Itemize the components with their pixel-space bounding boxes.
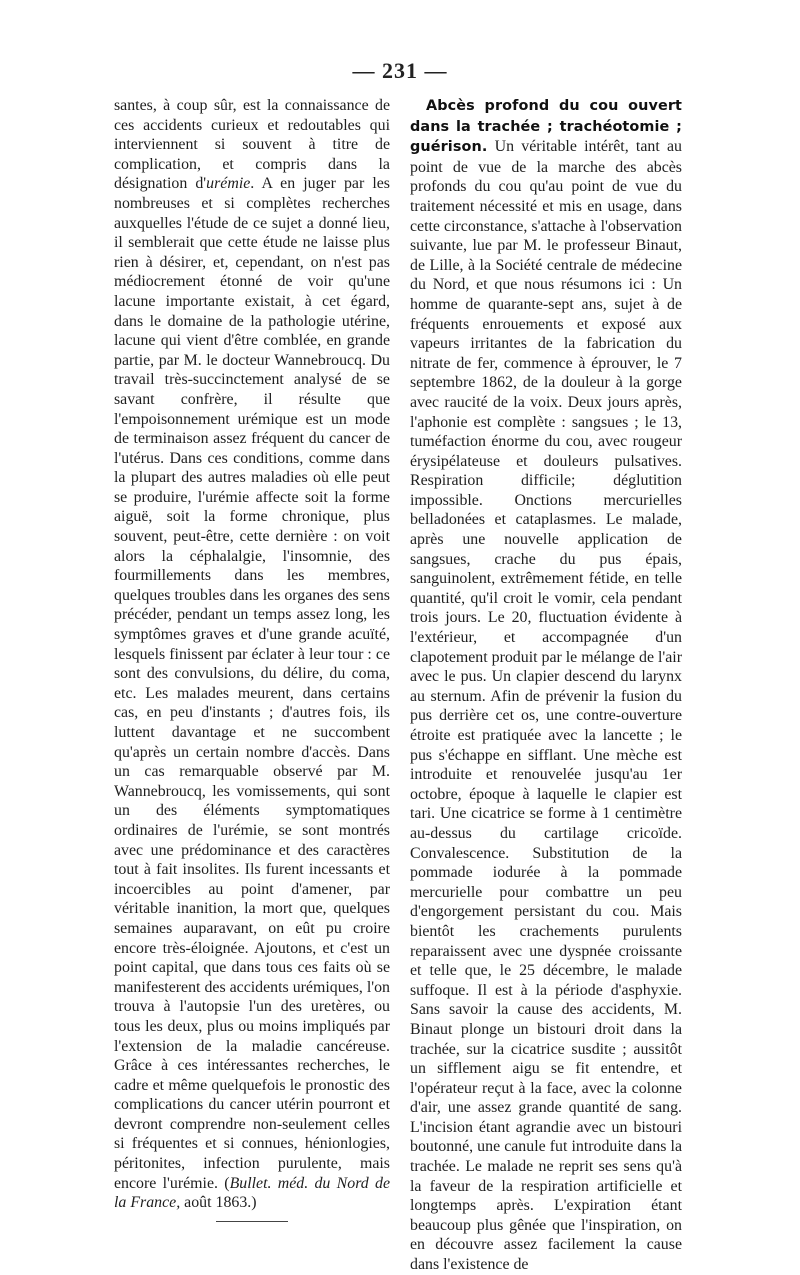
left-paragraph — [114, 96, 390, 1213]
left-column — [114, 96, 390, 1222]
left-text-part-2: . A en juger par les nombreuses et si complètes recherches auxquelles l'étude de ce sujet a donné lieu, il semblerait que cette étude ne laisse plus rien à désirer, et, cependant, on n'est pas médiocrement étonné de voir qu'une lacune importante existait, à cet égard, dans le domaine de la pathologie utérine, lacune qui vient d'être comblée, en grande partie, par M. le docteur Wannebroucq. Du travail très-succinctement analysé de se savant confrère, il résulte que l'empoisonnement urémique est un mode de terminaison assez fréquent du cancer de l'utérus. Dans ces conditions, comme dans la plupart des autres maladies où elle peut se produire, l'urémie affecte soit la forme aiguë, soit la forme chronique, plus souvent, peut-être, cette dernière : on voit alors la céphalalgie, l'insomnie, des fourmillements dans les membres, quelques troubles dans les organes des sens précéder, pendant un temps assez long, les symptômes graves et d'une grande acuïté, lesquels finissent par éclater à leur tour : ce sont des convulsions, du délire, du coma, etc. Les malades meurent, dans certains cas, en peu d'instants ; d'autres fois, ils luttent davantage et ne succombent qu'après un certain nombre d'accès. Dans un cas remarquable observé par M. Wannebroucq, les vomissements, qui sont un des éléments symptomatiques ordinaires de l'urémie, se sont montrés avec une prédominance et des caractères tout à fait insolites. Ils furent incessants et incoercibles au point d'amener, par véritable inanition, la mort que, quelques semaines auparavant, on eût pu croire encore très-éloignée. Ajoutons, et c'est un point capital, que dans tous ces faits où se manifesterent des accidents urémiques, l'on trouva à l'autopsie l'un des uretères, ou tous les deux, plus ou moins impliqués par l'extension de la maladie cancéreuse. Grâce à ces intéressantes recherches, le cadre et même quelquefois le pronostic des complications du cancer utérin pourront et devront comprendre non-seulement celles si fréquentes et si connues, hénionlogies, péritonites, infection purulente, mais encore l'urémie. ( — [114, 175, 390, 1192]
section-end-rule — [216, 1221, 288, 1222]
left-text-part-1: santes, à coup sûr, est la connaissance de ces accidents curieux et redoutables qui interviennent si souvent à titre de complication, et compris dans la désignation d' — [114, 97, 390, 193]
article-heading: Abcès profond du cou ouvert dans la trachée ; trachéotomie ; guérison. — [410, 98, 682, 156]
right-column — [410, 96, 682, 1275]
citation-date: août 1863.) — [180, 1194, 257, 1212]
page-number: — 231 — — [352, 58, 448, 83]
article-body: Un véritable intérêt, tant au point de vue de la marche des abcès profonds du cou qu'au point de vue du traitement nécessité et mis en usage, dans cette circonstance, s'attache à l'observation suivante, lue par M. le professeur Binaut, de Lille, à la Société centrale de médecine du Nord, et que nous résumons ici : Un homme de quarante-sept ans, sujet à de fréquents enrouements et exposé aux vapeurs irritantes de la fabrication du nitrate de fer, commence à éprouver, le 7 septembre 1862, de la douleur à la gorge avec raucité de la voix. Deux jours après, l'aphonie est complète : sangsues ; le 13, tuméfaction énorme du cou, avec rougeur érysipélateuse et douleurs pulsatives. Respiration difficile; déglutition impossible. Onctions mercurielles belladonées et cataplasmes. Le malade, après une nouvelle application de sangsues, crache du pus épais, sanguinolent, extrêmement fétide, en telle quantité, qu'il croit le vomir, cela pendant trois jours. Le 20, fluctuation évidente à l'extérieur, et accompagnée d'un clapotement produit par le mélange de l'air avec le pus. Un clapier descend du larynx au sternum. Afin de prévenir la fusion du pus derrière cet os, une contre-ouverture étroite est pratiquée avec la lancette ; le pus s'échappe en sifflant. Une mèche est introduite et renouvelée jusqu'au 1er octobre, époque à laquelle le clapier est tari. Une cicatrice se forme à 1 centimètre au-dessus du cartilage cricoïde. Convalescence. Substitution de la pommade iodurée à la pommade mercurielle pour combattre un peu d'engorgement persistant du cou. Mais bientôt les crachements purulents reparaissent avec une dyspnée croissante et telle que, le 25 décembre, le malade suffoque. Il est à la période d'asphyxie. Sans savoir la cause des accidents, M. Binaut plonge un bistouri droit dans la trachée, sur la cicatrice susdite ; aussitôt un sifflement aigu se fit entendre, et l'opérateur reçut à la face, avec la colonne d'air, une assez grande quantité de sang. L'incision étant agrandie avec un bistouri boutonné, une canule fut introduite dans la trachée. Le malade ne reprit ses sens qu'à la faveur de la respiration artificielle et longtemps après. L'expiration étant beaucoup plus gênée que l'inspiration, on en découvre assez facilement la cause dans l'existence de — [410, 138, 683, 1274]
citation-source: Bullet. méd. du Nord de la France, — [114, 1174, 391, 1212]
term-uremie: urémie — [206, 175, 251, 193]
right-paragraph — [410, 96, 682, 1275]
